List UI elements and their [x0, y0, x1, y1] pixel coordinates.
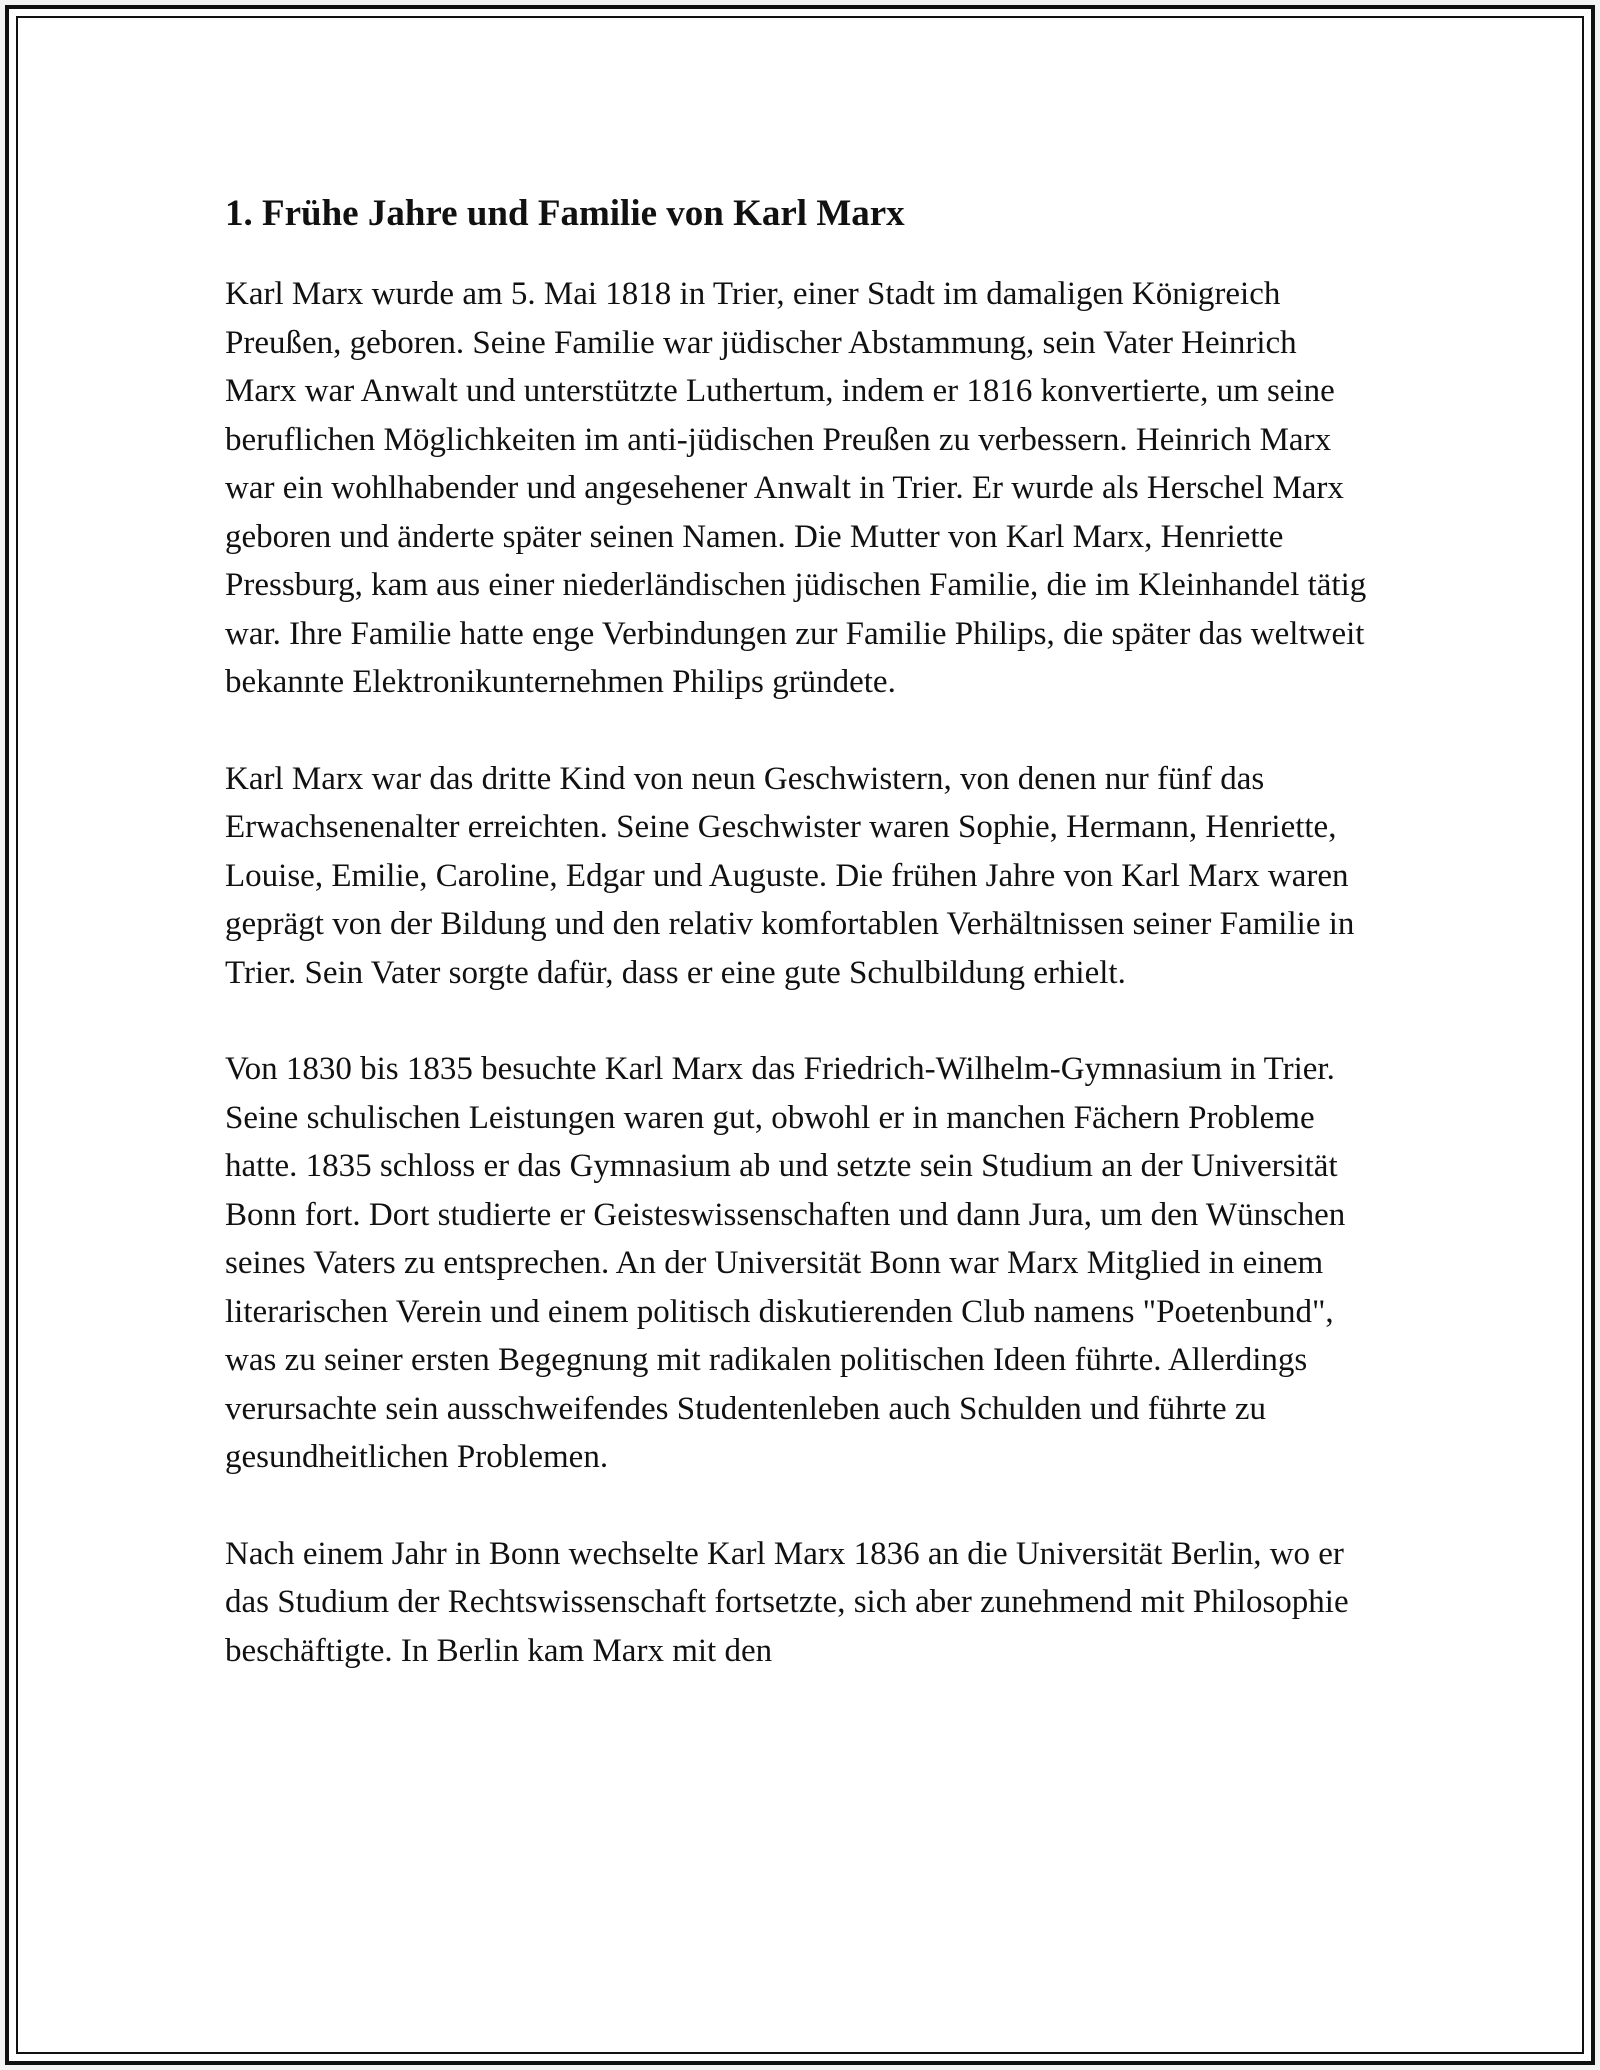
paragraph-education: Von 1830 bis 1835 besuchte Karl Marx das Friedrich-Wilhelm-Gymnasium in Trier. Seine schulischen Leistungen waren gut, obwohl er in manchen Fächern Probleme hatte. 1835 schloss er das Gymnasium ab und setzte sein Studium an der Universität Bonn fort. Dort studierte er Geisteswissenschaften und dann Jura, um den Wünschen seines Vaters zu entsprechen. An der Universität Bonn war Marx Mitglied in einem literarischen Verein und einem politisch diskutierenden Club namens "Poetenbund", was zu seiner ersten Begegnung mit radikalen politischen Ideen führte. Allerdings verursachte sein ausschweifendes Studentenleben auch Schulden und führte zu gesundheitlichen Problemen.	[225, 1051, 1346, 1475]
paragraph-berlin: Nach einem Jahr in Bonn wechselte Karl Marx 1836 an die Universität Berlin, wo er das Studium der Rechtswissenschaft fortsetzte, sich aber zunehmend mit Philosophie beschäftigte. In Berlin kam Marx mit den	[225, 1535, 1349, 1669]
paragraph-early-life: Karl Marx wurde am 5. Mai 1818 in Trier, einer Stadt im damaligen Königreich Preußen, geboren. Seine Familie war jüdischer Abstammung, sein Vater Heinrich Marx war Anwalt und unterstützte Luthertum, indem er 1816 konvertierte, um seine beruflichen Möglichkeiten im anti-jüdischen Preußen zu verbessern. Heinrich Marx war ein wohlhabender und angesehener Anwalt in Trier. Er wurde als Herschel Marx geboren und änderte später seinen Namen. Die Mutter von Karl Marx, Henriette Pressburg, kam aus einer niederländischen jüdischen Familie, die im Kleinhandel tätig war. Ihre Familie hatte enge Verbindungen zur Familie Philips, die später das weltweit bekannte Elektronikunternehmen Philips gründete.	[225, 276, 1367, 700]
document-content	[225, 188, 1375, 1723]
paragraph-siblings: Karl Marx war das dritte Kind von neun Geschwistern, von denen nur fünf das Erwachsenenalter erreichten. Seine Geschwister waren Sophie, Hermann, Henriette, Louise, Emilie, Caroline, Edgar und Auguste. Die frühen Jahre von Karl Marx waren geprägt von der Bildung und den relativ komfortablen Verhältnissen seiner Familie in Trier. Sein Vater sorgte dafür, dass er eine gute Schulbildung erhielt.	[225, 760, 1355, 991]
section-heading: 1. Frühe Jahre und Familie von Karl Marx	[225, 193, 905, 234]
